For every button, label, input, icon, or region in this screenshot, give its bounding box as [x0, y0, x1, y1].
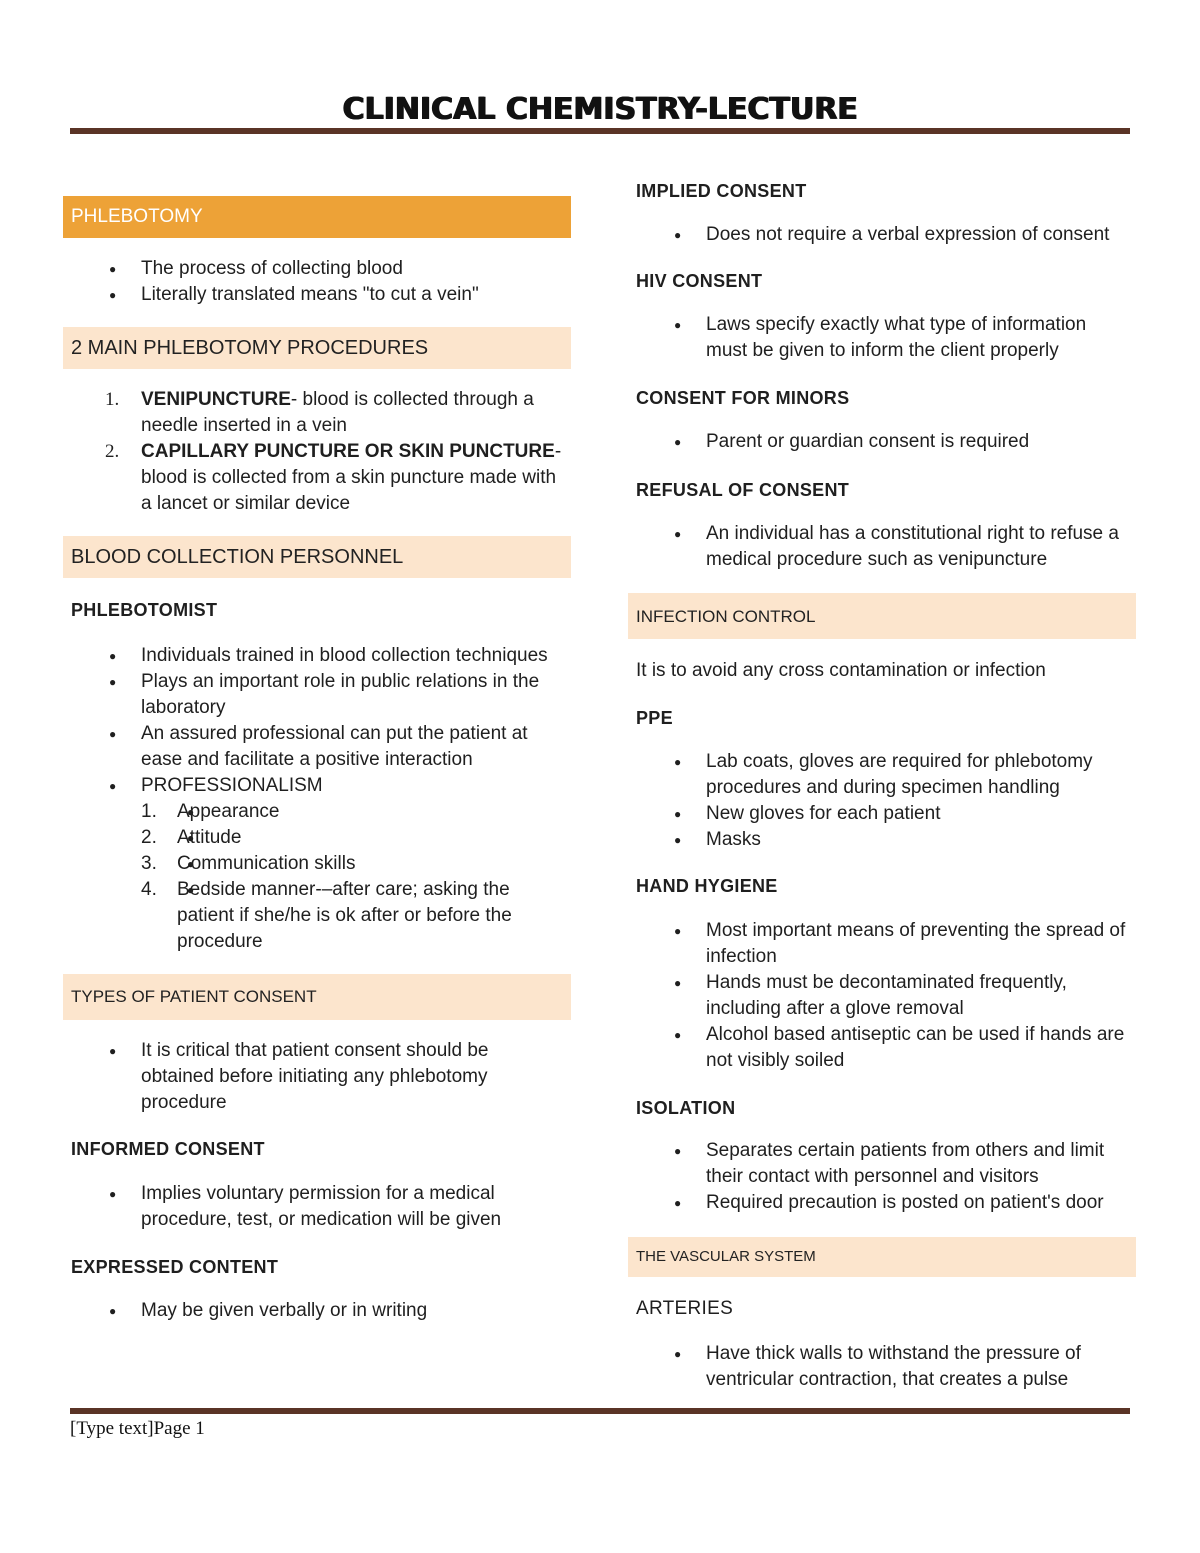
- procedure-text: - blood is collected from a skin puncture made with a lancet or similar device: [141, 441, 562, 514]
- refusal-consent-list: [628, 521, 1128, 573]
- item-text: Communication skills: [177, 853, 356, 874]
- informed-consent-list: [63, 1181, 543, 1233]
- item-text: Bedside manner-–after care; asking the patient if she/he is ok after or before the procedure: [177, 879, 512, 952]
- list-item: ● Have thick walls to withstand the pressure of ventricular contraction, that creates a pulse: [628, 1341, 1108, 1393]
- subheading-phlebotomist: PHLEBOTOMIST: [71, 600, 218, 620]
- item-number: 1.: [105, 389, 120, 410]
- list-item: ● An assured professional can put the patient at ease and facilitate a positive interaction: [63, 721, 568, 773]
- section-header-vascular-system: THE VASCULAR SYSTEM: [628, 1237, 1136, 1277]
- item-text: Attitude: [177, 827, 242, 848]
- implied-consent-list: [628, 222, 1138, 248]
- section-header-personnel: BLOOD COLLECTION PERSONNEL: [63, 536, 571, 578]
- section-header-consent: TYPES OF PATIENT CONSENT: [63, 974, 571, 1020]
- procedure-text: - blood is collected through a needle inserted in a vein: [141, 389, 534, 436]
- subheading-hand-hygiene: HAND HYGIENE: [636, 876, 778, 896]
- item-number: ● 3.: [141, 853, 157, 874]
- list-item: ● Individuals trained in blood collection techniques: [63, 643, 568, 669]
- section-header-infection-control: INFECTION CONTROL: [628, 593, 1136, 639]
- list-item: [141, 877, 568, 955]
- list-item: ● Plays an important role in public relations in the laboratory: [63, 669, 568, 721]
- procedure-term: VENIPUNCTURE: [141, 389, 291, 410]
- list-item: [141, 851, 568, 877]
- phlebotomy-list: [63, 256, 479, 308]
- procedures-list: [63, 387, 563, 517]
- list-item: ● New gloves for each patient: [628, 801, 1128, 827]
- infection-control-intro: It is to avoid any cross contamination or infection: [636, 660, 1046, 681]
- list-item: [63, 387, 563, 439]
- consent-list: [63, 1038, 533, 1116]
- list-item: [63, 773, 568, 955]
- professionalism-label: PROFESSIONALISM: [141, 775, 323, 796]
- list-item: ● Parent or guardian consent is required: [628, 429, 1118, 455]
- subheading-ppe: PPE: [636, 708, 673, 728]
- list-item: ● Most important means of preventing the spread of infection: [628, 918, 1128, 970]
- footer-rule: [70, 1408, 1130, 1414]
- list-item: [63, 439, 563, 517]
- ppe-list: [628, 749, 1128, 853]
- section-header-phlebotomy: PHLEBOTOMY: [63, 196, 571, 238]
- item-number: ● 4.: [141, 879, 157, 900]
- list-item: ● It is critical that patient consent should be obtained before initiating any phlebotomy procedure: [63, 1038, 533, 1116]
- list-item: ● The process of collecting blood: [63, 256, 479, 282]
- list-item: ● Required precaution is posted on patient's door: [628, 1190, 1133, 1216]
- list-item: ● Separates certain patients from others and limit their contact with personnel and visitors: [628, 1138, 1133, 1190]
- list-item: ● An individual has a constitutional right to refuse a medical procedure such as venipuncture: [628, 521, 1128, 573]
- list-item: [141, 799, 568, 825]
- list-item: ● Laws specify exactly what type of information must be given to inform the client properly: [628, 312, 1118, 364]
- page-title: CLINICAL CHEMISTRY-LECTURE: [342, 92, 858, 127]
- item-text: Appearance: [177, 801, 280, 822]
- expressed-content-list: [63, 1298, 543, 1324]
- list-item: ● Does not require a verbal expression of consent: [628, 222, 1138, 248]
- subheading-hiv-consent: HIV CONSENT: [636, 271, 763, 291]
- professionalism-list: [141, 799, 568, 955]
- page-footer: [Type text]Page 1: [70, 1418, 205, 1439]
- item-number: ● 1.: [141, 801, 157, 822]
- procedure-term: CAPILLARY PUNCTURE OR SKIN PUNCTURE: [141, 441, 555, 462]
- item-number: ● 2.: [141, 827, 157, 848]
- header-rule: [70, 128, 1130, 134]
- subheading-isolation: ISOLATION: [636, 1098, 736, 1118]
- list-item: ● Lab coats, gloves are required for phlebotomy procedures and during specimen handling: [628, 749, 1128, 801]
- item-number: 2.: [105, 441, 120, 462]
- minors-consent-list: [628, 429, 1118, 455]
- subheading-refusal-of-consent: REFUSAL OF CONSENT: [636, 480, 850, 500]
- section-header-procedures: 2 MAIN PHLEBOTOMY PROCEDURES: [63, 327, 571, 369]
- hiv-consent-list: [628, 312, 1118, 364]
- hand-hygiene-list: [628, 918, 1128, 1074]
- subheading-consent-for-minors: CONSENT FOR MINORS: [636, 388, 850, 408]
- arteries-list: [628, 1341, 1108, 1393]
- subheading-informed-consent: INFORMED CONSENT: [71, 1139, 265, 1159]
- list-item: ● May be given verbally or in writing: [63, 1298, 543, 1324]
- subheading-implied-consent: IMPLIED CONSENT: [636, 181, 807, 201]
- list-item: ● Masks: [628, 827, 1128, 853]
- list-item: ● Literally translated means "to cut a vein": [63, 282, 479, 308]
- list-item: ● Implies voluntary permission for a medical procedure, test, or medication will be given: [63, 1181, 543, 1233]
- isolation-list: [628, 1138, 1133, 1216]
- list-item: [141, 825, 568, 851]
- subheading-arteries: ARTERIES: [636, 1298, 734, 1319]
- list-item: ● Alcohol based antiseptic can be used if hands are not visibly soiled: [628, 1022, 1128, 1074]
- phlebotomist-list: [63, 643, 568, 955]
- subheading-expressed-content: EXPRESSED CONTENT: [71, 1257, 279, 1277]
- list-item: ● Hands must be decontaminated frequently, including after a glove removal: [628, 970, 1128, 1022]
